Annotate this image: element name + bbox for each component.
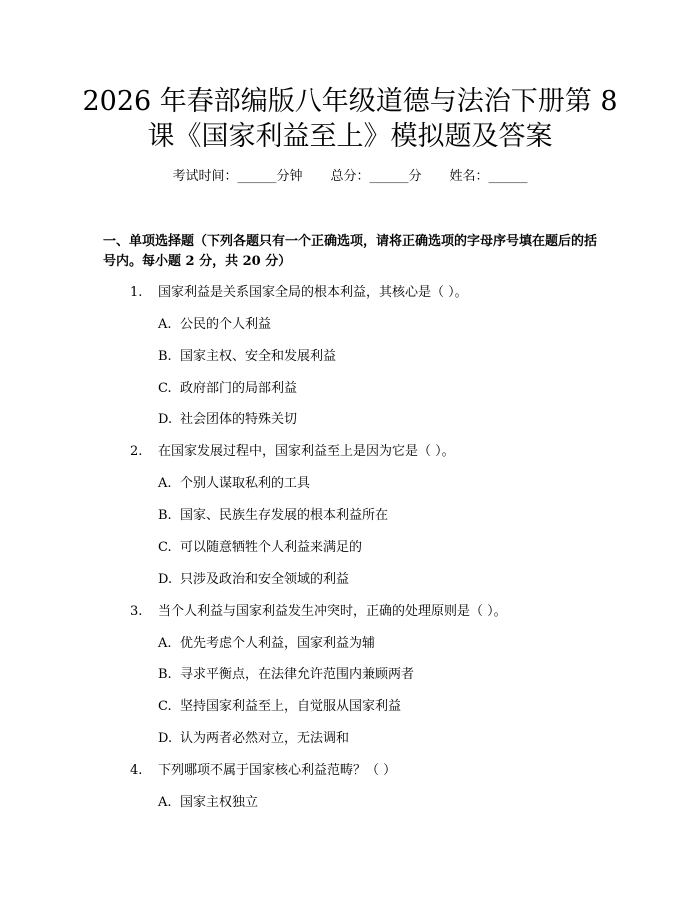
question-text: 国家利益是关系国家全局的根本利益，其核心是（ ）。	[158, 285, 468, 300]
option-text: 国家主权独立	[180, 795, 259, 810]
option-text: 个别人谋取私利的工具	[180, 476, 311, 491]
question-text: 在国家发展过程中，国家利益至上是因为它是（ ）。	[158, 444, 455, 459]
option-text: 坚持国家利益至上，自觉服从国家利益	[180, 699, 402, 714]
document-title-line-1: 2026 年春部编版八年级道德与法治下册第 8	[82, 86, 618, 117]
option-text: 优先考虑个人利益，国家利益为辅	[180, 636, 376, 651]
option-text: 寻求平衡点，在法律允许范围内兼顾两者	[180, 667, 415, 682]
option-letter: B.	[158, 667, 172, 682]
option-letter: A.	[158, 317, 172, 332]
question-text: 当个人利益与国家利益发生冲突时，正确的处理原则是（ ）。	[158, 604, 507, 619]
name-field: 姓名：______	[449, 169, 528, 184]
exam-time-field: 考试时间：______分钟	[172, 169, 303, 184]
option-letter: D.	[158, 572, 173, 587]
total-score-field: 总分：______分	[330, 169, 422, 184]
option-text: 公民的个人利益	[180, 317, 272, 332]
document-title-line-2: 课《国家利益至上》模拟题及答案	[147, 121, 553, 152]
option-letter: C.	[158, 540, 172, 555]
option-letter: B.	[158, 508, 172, 523]
option-letter: B.	[158, 349, 172, 364]
section-heading: 一、单项选择题（下列各题只有一个正确选项，请将正确选项的字母序号填在题后的括号内。每小题 2 分，共 20 分）	[103, 234, 598, 269]
option-letter: A.	[158, 476, 172, 491]
question-number: 2.	[130, 444, 143, 459]
option-letter: A.	[158, 636, 172, 651]
option-letter: C.	[158, 699, 172, 714]
option-text: 只涉及政治和安全领域的利益	[180, 572, 350, 587]
exam-info-line	[0, 168, 700, 186]
option-letter: D.	[158, 412, 173, 427]
option-text: 国家、民族生存发展的根本利益所在	[180, 508, 389, 523]
question-number: 4.	[130, 763, 143, 778]
option-letter: A.	[158, 795, 172, 810]
question-number: 3.	[130, 604, 143, 619]
option-text: 可以随意牺牲个人利益来满足的	[180, 540, 363, 555]
option-text: 国家主权、安全和发展利益	[180, 349, 337, 364]
option-text: 认为两者必然对立，无法调和	[180, 731, 350, 746]
option-text: 政府部门的局部利益	[180, 381, 298, 396]
question-number: 1.	[130, 285, 143, 300]
question-text: 下列哪项不属于国家核心利益范畴？（ ）	[158, 763, 397, 778]
option-letter: C.	[158, 381, 172, 396]
option-letter: D.	[158, 731, 173, 746]
option-text: 社会团体的特殊关切	[180, 412, 298, 427]
